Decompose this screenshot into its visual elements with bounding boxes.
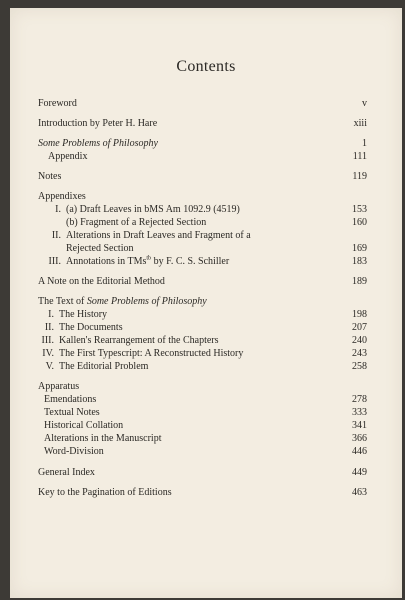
page-title: Contents xyxy=(176,58,236,75)
toc-label xyxy=(38,322,123,334)
toc-entry-key-pagination xyxy=(10,487,402,499)
toc-text-prefix: The Text of xyxy=(38,296,87,307)
toc-label: Rejected Section xyxy=(66,243,134,254)
toc-page: 333 xyxy=(352,407,367,418)
toc-entry-text-of xyxy=(10,296,402,308)
toc-entry-history xyxy=(10,309,402,321)
toc-text: The First Typescript: A Reconstructed History xyxy=(59,348,244,359)
toc-page: 278 xyxy=(352,394,367,405)
toc-text-after: by F. C. S. Schiller xyxy=(151,256,230,267)
toc-number: II. xyxy=(44,322,54,333)
toc-label: Emendations xyxy=(44,394,97,405)
toc-text: The Documents xyxy=(59,322,123,333)
toc-entry-main-text xyxy=(10,138,402,150)
toc-page: 169 xyxy=(352,243,367,254)
toc-page: 119 xyxy=(352,171,367,182)
toc-text: Some Problems of Philosophy xyxy=(86,296,207,307)
toc-text: The Editorial Problem xyxy=(59,361,149,372)
toc-label: A Note on the Editorial Method xyxy=(38,276,165,287)
toc-page: 153 xyxy=(352,204,367,215)
toc-label: Notes xyxy=(38,171,62,182)
toc-entry-appendix xyxy=(10,151,402,163)
toc-entry-first-typescript xyxy=(10,348,402,360)
toc-number: III. xyxy=(41,335,54,346)
toc-label xyxy=(45,230,251,242)
toc-entry-kallen xyxy=(10,335,402,347)
toc-label: Word-Division xyxy=(44,446,104,457)
toc-entry-appendix-2 xyxy=(10,230,402,242)
toc-text: (a) Draft Leaves in bMS Am 1092.9 (4519) xyxy=(66,204,240,215)
toc-page: 1 xyxy=(362,138,367,149)
toc-entry-documents xyxy=(10,322,402,334)
toc-label xyxy=(45,256,229,268)
toc-label: Key to the Pagination of Editions xyxy=(38,487,172,498)
toc-page: 341 xyxy=(352,420,367,431)
toc-text: Kallen's Rearrangement of the Chapters xyxy=(59,335,219,346)
toc-label xyxy=(38,296,207,308)
toc-page: 189 xyxy=(352,276,367,287)
toc-label: Apparatus xyxy=(38,381,80,392)
toc-page: 243 xyxy=(352,348,367,359)
toc-page: 366 xyxy=(352,433,367,444)
toc-page: 207 xyxy=(352,322,367,333)
toc-superscript: tb xyxy=(146,255,152,262)
toc-page: 463 xyxy=(352,487,367,498)
toc-number: I. xyxy=(55,204,61,215)
toc-entry-notes xyxy=(10,171,402,183)
toc-label xyxy=(38,361,148,373)
toc-label: Alterations in the Manuscript xyxy=(44,433,162,444)
toc-label: General Index xyxy=(38,467,95,478)
toc-text: The History xyxy=(59,309,108,320)
toc-entry-appendix-3 xyxy=(10,256,402,268)
toc-label: Historical Collation xyxy=(44,420,124,431)
toc-label: Foreword xyxy=(38,98,77,109)
toc-page: 198 xyxy=(352,309,367,320)
toc-page: 446 xyxy=(352,446,367,457)
toc-entry-introduction xyxy=(10,118,402,130)
toc-number: III. xyxy=(48,256,61,267)
book-page xyxy=(10,8,402,598)
toc-entry-editorial-method xyxy=(10,276,402,288)
toc-label xyxy=(38,348,243,360)
toc-entry-appendix-2-cont xyxy=(10,243,402,255)
toc-page: 240 xyxy=(352,335,367,346)
toc-entry-apparatus xyxy=(10,381,402,393)
toc-label xyxy=(38,335,219,347)
toc-entry-general-index xyxy=(10,467,402,479)
toc-page: 258 xyxy=(352,361,367,372)
toc-page: 183 xyxy=(352,256,367,267)
toc-label xyxy=(38,309,107,321)
toc-entry-word-division xyxy=(10,446,402,458)
toc-label: Textual Notes xyxy=(44,407,100,418)
toc-label: Appendixes xyxy=(38,191,86,202)
toc-label: Introduction by Peter H. Hare xyxy=(38,118,158,129)
toc-entry-emendations xyxy=(10,394,402,406)
toc-text: Annotations in TMs xyxy=(66,256,147,267)
toc-number: IV. xyxy=(42,348,54,359)
toc-entry-editorial-problem xyxy=(10,361,402,373)
toc-entry-foreword xyxy=(10,98,402,110)
toc-page: 160 xyxy=(352,217,367,228)
toc-entry-historical-collation xyxy=(10,420,402,432)
toc-page: 449 xyxy=(352,467,367,478)
toc-number: V. xyxy=(45,361,54,372)
toc-label: Appendix xyxy=(48,151,88,162)
toc-label: (b) Fragment of a Rejected Section xyxy=(66,217,207,228)
toc-entry-appendix-1b xyxy=(10,217,402,229)
toc-entry-appendixes xyxy=(10,191,402,203)
toc-entry-alterations xyxy=(10,433,402,445)
toc-number: II. xyxy=(51,230,61,241)
toc-page: 111 xyxy=(352,151,367,162)
toc-entry-textual-notes xyxy=(10,407,402,419)
toc-number: I. xyxy=(48,309,54,320)
toc-text: Alterations in Draft Leaves and Fragment of a xyxy=(66,230,251,241)
toc-page: xiii xyxy=(353,118,367,129)
toc-page: v xyxy=(362,98,367,109)
toc-label xyxy=(45,204,240,216)
toc-entry-appendix-1a xyxy=(10,204,402,216)
toc-label: Some Problems of Philosophy xyxy=(38,138,158,149)
